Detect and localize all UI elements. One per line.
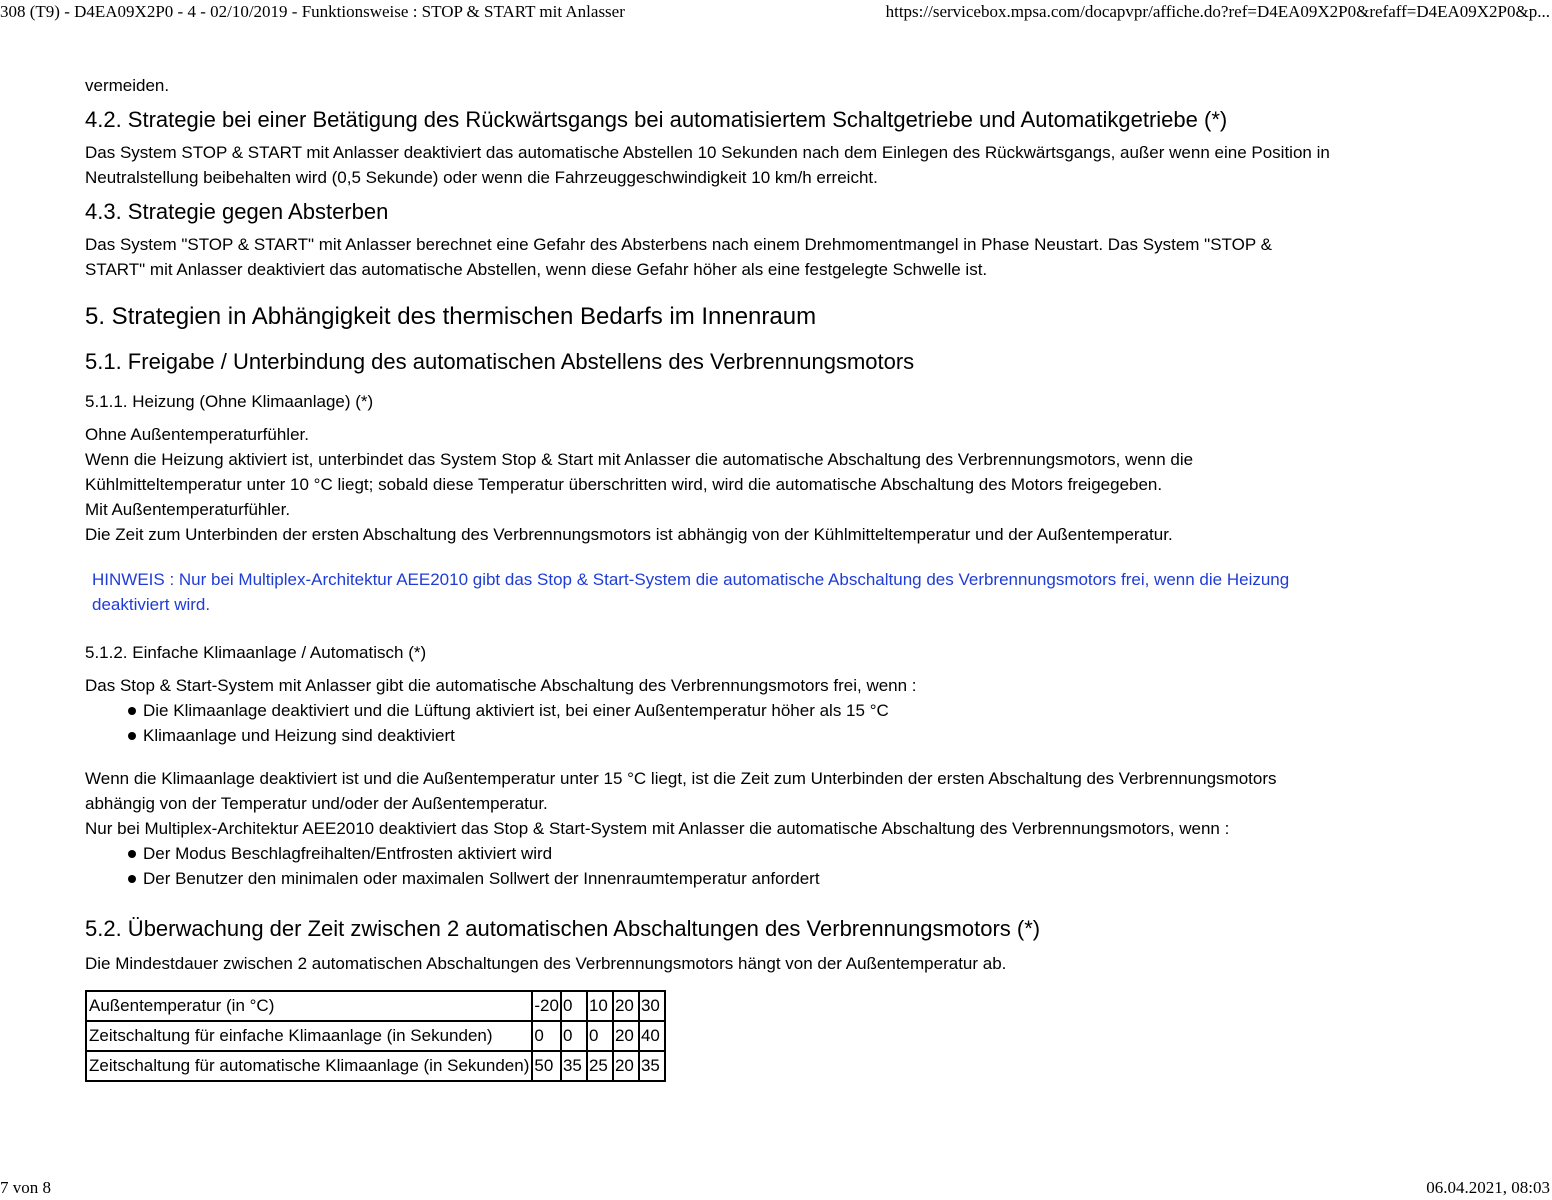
- table-cell: 0: [561, 1021, 587, 1051]
- heading-5-1-1: 5.1.1. Heizung (Ohne Klimaanlage) (*): [85, 392, 374, 411]
- heading-4-2: 4.2. Strategie bei einer Betätigung des Rückwärtsgangs bei automatisiertem Schaltgetriebe und Automatikgetriebe (*): [85, 107, 1228, 132]
- table-cell-label: Zeitschaltung für automatische Klimaanlage (in Sekunden): [86, 1051, 532, 1081]
- heading-5-1: 5.1. Freigabe / Unterbindung des automatischen Abstellens des Verbrennungsmotors: [85, 349, 915, 374]
- table-cell-label: Zeitschaltung für einfache Klimaanlage (in Sekunden): [86, 1021, 532, 1051]
- table-cell: 10: [587, 991, 613, 1021]
- table-row: [86, 1021, 665, 1051]
- print-header-url: https://servicebox.mpsa.com/docapvpr/affiche.do?ref=D4EA09X2P0&refaff=D4EA09X2P0&p...: [885, 2, 1550, 21]
- paragraph-5-1-2-intro: Das Stop & Start-System mit Anlasser gibt die automatische Abschaltung des Verbrennungsmotors frei, wenn :: [85, 676, 917, 695]
- paragraph-5-2-intro: Die Mindestdauer zwischen 2 automatischen Abschaltungen des Verbrennungsmotors hängt von der Außentemperatur ab.: [85, 954, 1007, 973]
- paragraph-5-1-1-line5: Die Zeit zum Unterbinden der ersten Abschaltung des Verbrennungsmotors ist abhängig von der Kühlmitteltemperatur und der Außentemperatur.: [85, 525, 1173, 544]
- heading-4-3: 4.3. Strategie gegen Absterben: [85, 199, 389, 224]
- paragraph-5-1-1-line1: Ohne Außentemperaturfühler.: [85, 425, 309, 444]
- bullet-list-2: [85, 841, 1481, 891]
- table-cell: 20: [613, 991, 639, 1021]
- heading-5-1-2: 5.1.2. Einfache Klimaanlage / Automatisch (*): [85, 643, 427, 662]
- table-cell: 0: [561, 991, 587, 1021]
- table-cell: 20: [613, 1051, 639, 1081]
- paragraph-4-2-line1: Das System STOP & START mit Anlasser deaktiviert das automatische Abstellen 10 Sekunden nach dem Einlegen des Rückwärtsgangs, außer wenn eine Position in: [85, 143, 1330, 162]
- paragraph-4-3-line1: Das System "STOP & START" mit Anlasser berechnet eine Gefahr des Absterbens nach einem Drehmomentmangel in Phase Neustart. Das System "STOP &: [85, 235, 1272, 254]
- table-cell: 20: [613, 1021, 639, 1051]
- table-row: [86, 1051, 665, 1081]
- table-cell: 0: [587, 1021, 613, 1051]
- paragraph-5-1-2-line2: abhängig von der Temperatur und/oder der Außentemperatur.: [85, 794, 548, 813]
- table-cell: 0: [532, 1021, 561, 1051]
- table-cell: 35: [639, 1051, 665, 1081]
- paragraph-5-1-1-line2: Wenn die Heizung aktiviert ist, unterbindet das System Stop & Start mit Anlasser die automatische Abschaltung des Verbrennungsmotors, wenn die: [85, 450, 1194, 469]
- paragraph-5-1-2-line1: Wenn die Klimaanlage deaktiviert ist und die Außentemperatur unter 15 °C liegt, ist die Zeit zum Unterbinden der ersten Abschaltung des Verbrennungsmotors: [85, 769, 1277, 788]
- page-number: 7 von 8: [0, 1178, 51, 1197]
- paragraph-4-2-line2: Neutralstellung beibehalten wird (0,5 Sekunde) oder wenn die Fahrzeuggeschwindigkeit 10 km/h erreicht.: [85, 168, 878, 187]
- paragraph-4-3-line2: START" mit Anlasser deaktiviert das automatische Abstellen, wenn diese Gefahr höher als eine festgelegte Schwelle ist.: [85, 260, 988, 279]
- print-timestamp: 06.04.2021, 08:03: [1426, 1178, 1550, 1197]
- paragraph-5-1-2-line3: Nur bei Multiplex-Architektur AEE2010 deaktiviert das Stop & Start-System mit Anlasser die automatische Abschaltung des Verbrennungsmotors, wenn :: [85, 819, 1230, 838]
- table-cell: 35: [561, 1051, 587, 1081]
- list-item: Der Modus Beschlagfreihalten/Entfrosten aktiviert wird: [125, 841, 1481, 866]
- paragraph-5-1-1-line3: Kühlmitteltemperatur unter 10 °C liegt; sobald diese Temperatur überschritten wird, wird die automatische Abschaltung des Motors freigegeben.: [85, 475, 1163, 494]
- document-content: [85, 73, 1481, 1082]
- paragraph-5-1-1-line4: Mit Außentemperaturfühler.: [85, 500, 291, 519]
- table-row: [86, 991, 665, 1021]
- table-cell: -20: [532, 991, 561, 1021]
- table-cell-label: Außentemperatur (in °C): [86, 991, 532, 1021]
- heading-5: 5. Strategien in Abhängigkeit des thermischen Bedarfs im Innenraum: [85, 303, 817, 330]
- bullet-list-1: [85, 698, 1481, 748]
- table-cell: 30: [639, 991, 665, 1021]
- print-header-title: 308 (T9) - D4EA09X2P0 - 4 - 02/10/2019 - Funktionsweise : STOP & START mit Anlasser: [0, 2, 625, 21]
- table-cell: 25: [587, 1051, 613, 1081]
- temperature-timing-table: [85, 990, 666, 1082]
- list-item: Klimaanlage und Heizung sind deaktiviert: [125, 723, 1481, 748]
- note-hinweis: [85, 567, 1481, 617]
- list-item: Der Benutzer den minimalen oder maximalen Sollwert der Innenraumtemperatur anfordert: [125, 866, 1481, 891]
- note-line2: deaktiviert wird.: [92, 595, 211, 614]
- table-cell: 50: [532, 1051, 561, 1081]
- heading-5-2: 5.2. Überwachung der Zeit zwischen 2 automatischen Abschaltungen des Verbrennungsmotors (*): [85, 916, 1041, 941]
- note-line1: HINWEIS : Nur bei Multiplex-Architektur AEE2010 gibt das Stop & Start-System die automatische Abschaltung des Verbrennungsmotors frei, wenn die Heizung: [92, 570, 1290, 589]
- table-cell: 40: [639, 1021, 665, 1051]
- intro-fragment: vermeiden.: [85, 76, 170, 95]
- list-item: Die Klimaanlage deaktiviert und die Lüftung aktiviert ist, bei einer Außentemperatur höher als 15 °C: [125, 698, 1481, 723]
